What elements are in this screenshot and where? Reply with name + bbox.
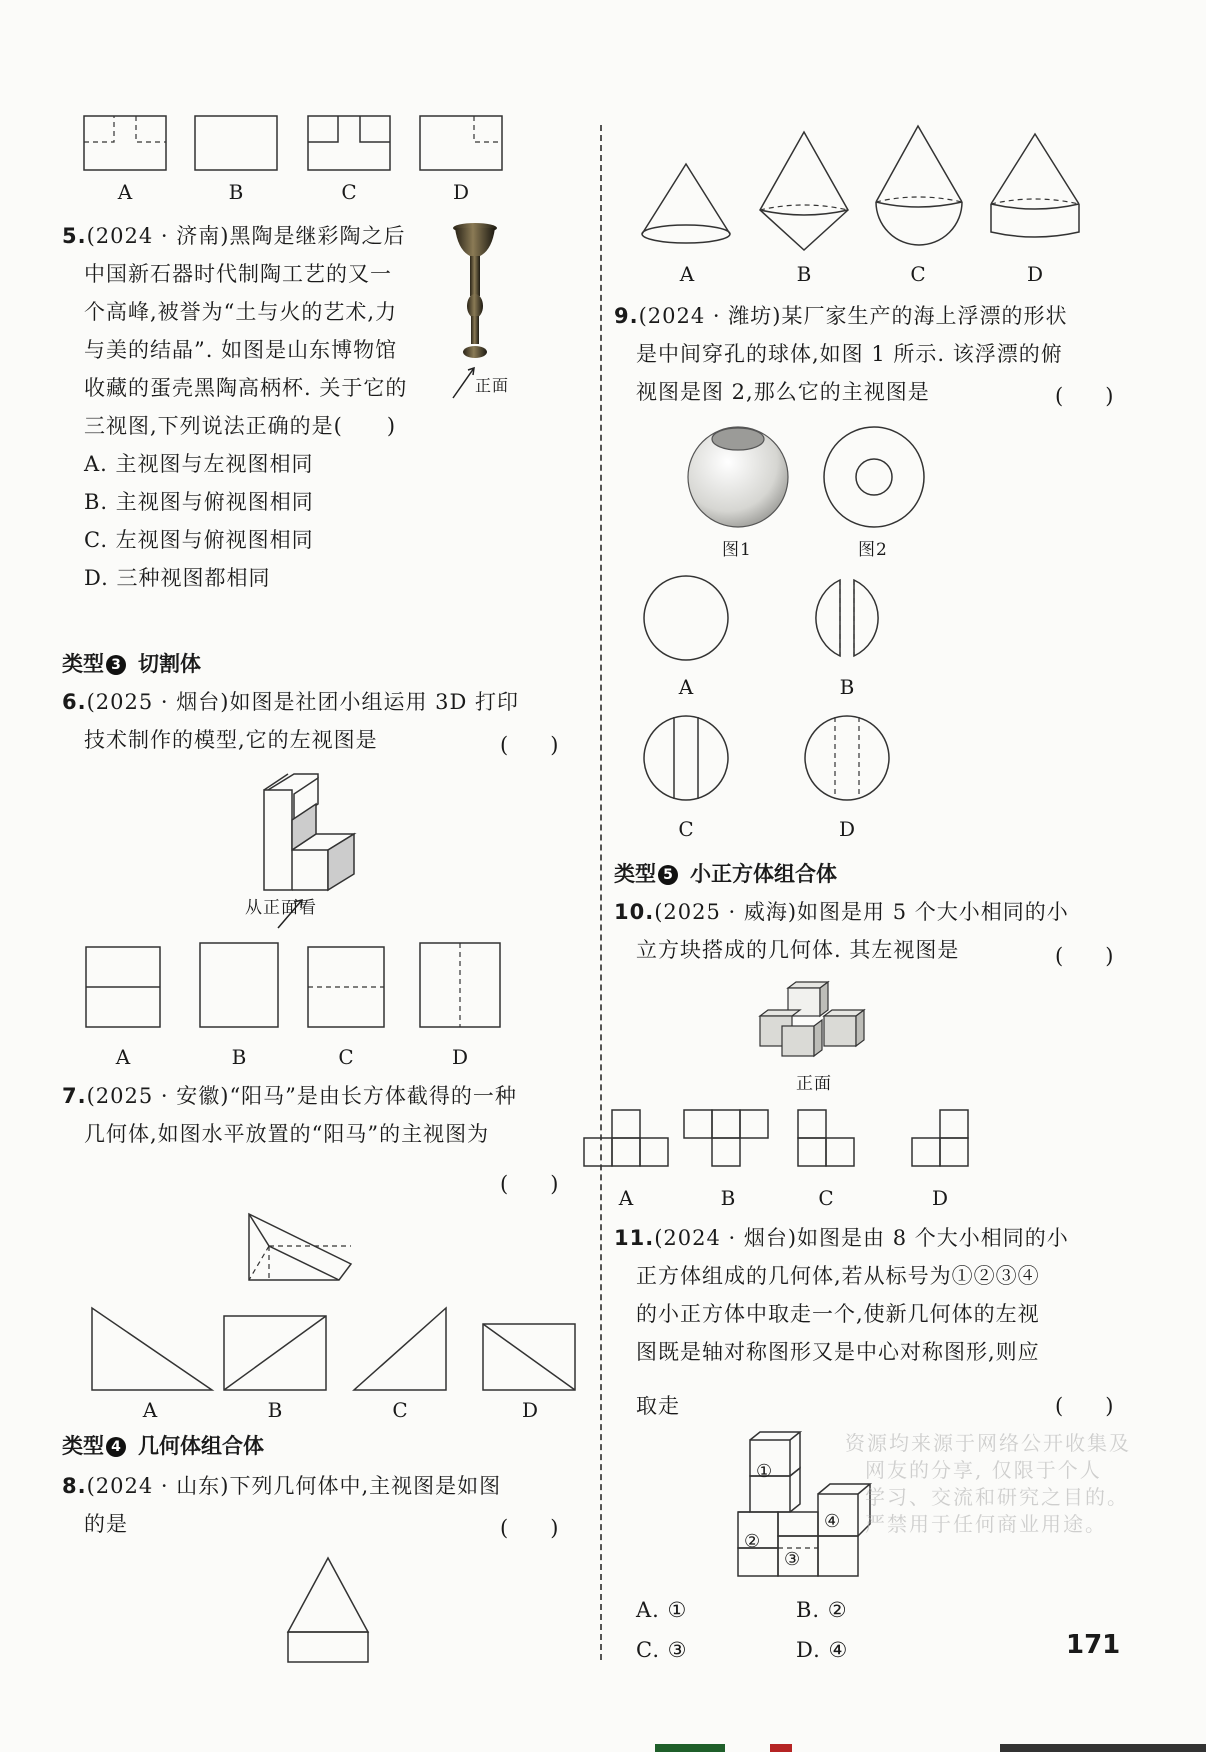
q6-text: (2025 · 烟台)如图是社团小组运用 3D 打印: [86, 690, 519, 714]
q9-float-figures: [600, 425, 1206, 545]
q4-option-a-label: A: [117, 180, 133, 204]
q11-choice-b: B. ②: [796, 1598, 848, 1622]
q6-option-a-label: A: [115, 1045, 131, 1069]
q9-text: (2024 · 潍坊)某厂家生产的海上浮漂的形状: [638, 304, 1068, 328]
q4-option-b-label: B: [228, 180, 244, 204]
q4-option-d-label: D: [452, 180, 470, 204]
q11-choice-d: D. ④: [796, 1638, 849, 1662]
q5-line-5: 收藏的蛋壳黑陶高柄杯. 关于它的: [84, 376, 408, 400]
section-5-heading: [614, 858, 837, 888]
watermark-line-4: 严禁用于任何商业用途。: [865, 1512, 1107, 1536]
q11-choice-c: C. ③: [636, 1638, 688, 1662]
cube-label-3: ③: [784, 1549, 802, 1570]
q5-choice-a: A. 主视图与左视图相同: [84, 452, 314, 476]
q9-option-d-label: D: [838, 817, 856, 841]
q11-line-1: [614, 1218, 1069, 1258]
q10-figure-label: 正面: [796, 1074, 832, 1094]
q9-options-figure: [600, 570, 1206, 830]
q5-choice-c: C. 左视图与俯视图相同: [84, 528, 314, 552]
q5-line-4: 与美的结晶”. 如图是山东博物馆: [84, 338, 398, 362]
q11-number: 11.: [614, 1226, 655, 1250]
section-4-title: 几何体组合体: [138, 1434, 264, 1458]
q9-line-3: 视图是图 2,那么它的主视图是: [636, 380, 930, 404]
q11-line-5: 取走: [636, 1394, 680, 1418]
section-4-heading: [62, 1430, 264, 1460]
q9-line-1: [614, 296, 1067, 336]
watermark: [845, 1430, 1131, 1538]
q7-option-c-label: C: [392, 1398, 408, 1422]
q8-text: (2024 · 山东)下列几何体中,主视图是如图: [86, 1474, 502, 1498]
q10-number: 10.: [614, 900, 655, 924]
footer-color-bar-red: [770, 1744, 792, 1752]
q7-line-2: 几何体,如图水平放置的“阳马”的主视图为: [84, 1122, 490, 1146]
q11-answer-paren[interactable]: ( ): [1055, 1394, 1114, 1418]
q10-line-2: 立方块搭成的几何体. 其左视图是: [636, 938, 960, 962]
q6-option-c-label: C: [338, 1045, 354, 1069]
footer-color-bar-green: [655, 1744, 725, 1752]
q5-line-6: 三视图,下列说法正确的是( ): [84, 414, 397, 438]
q7-text: (2025 · 安徽)“阳马”是由长方体截得的一种: [86, 1084, 517, 1108]
q9-number: 9.: [614, 304, 639, 328]
q11-line-4: 图既是轴对称图形又是中心对称图形,则应: [636, 1340, 1040, 1364]
q9-line-2: 是中间穿孔的球体,如图 1 所示. 该浮漂的俯: [636, 342, 1063, 366]
q6-options-figure: [0, 935, 600, 1055]
q11-choice-a: A. ①: [636, 1598, 688, 1622]
footer-color-bar-dark: [1000, 1744, 1206, 1752]
q8-option-a-label: A: [679, 262, 695, 286]
q8-answer-paren[interactable]: ( ): [500, 1516, 559, 1540]
q8-front-view-figure: [284, 1552, 394, 1662]
q11-text: (2024 · 烟台)如图是由 8 个大小相同的小: [654, 1226, 1069, 1250]
q8-line-2: 的是: [84, 1512, 128, 1536]
q7-options-figure: [0, 1300, 600, 1400]
q7-line-1: [62, 1076, 517, 1116]
q4-options-figure: [0, 0, 600, 200]
q5-choice-b: B. 主视图与俯视图相同: [84, 490, 314, 514]
q9-answer-paren[interactable]: ( ): [1055, 384, 1114, 408]
page-number: 171: [1066, 1630, 1121, 1660]
q5-line-1: [62, 216, 405, 256]
q5-choice-d: D. 三种视图都相同: [84, 566, 271, 590]
cube-label-1: ①: [756, 1461, 774, 1482]
q4-option-c-label: C: [341, 180, 357, 204]
q10-line-1: [614, 892, 1069, 932]
watermark-line-1: 资源均来源于网络公开收集及: [845, 1431, 1131, 1455]
q8-number: 8.: [62, 1474, 87, 1498]
section-3-heading: [62, 648, 201, 678]
q8-option-b-label: B: [796, 262, 812, 286]
q6-option-b-label: B: [231, 1045, 247, 1069]
q8-line-1: [62, 1466, 501, 1506]
q11-line-2: 正方体组成的几何体,若从标号为①②③④: [636, 1264, 1040, 1288]
q10-answer-paren[interactable]: ( ): [1055, 944, 1114, 968]
q6-line-1: [62, 682, 519, 722]
section-3-badge: 3: [106, 655, 126, 675]
column-divider: [600, 125, 602, 1660]
q7-number: 7.: [62, 1084, 87, 1108]
q6-answer-paren[interactable]: ( ): [500, 733, 559, 757]
q6-number: 6.: [62, 690, 87, 714]
q5-line-2: 中国新石器时代制陶工艺的又一: [84, 262, 392, 286]
section-3-prefix: 类型: [62, 652, 104, 676]
q7-answer-paren[interactable]: ( ): [500, 1172, 559, 1196]
q7-yangma-figure: [245, 1210, 365, 1290]
q9-figure-1-label: 图1: [722, 540, 752, 560]
q10-options-figure: [600, 1106, 1206, 1186]
section-5-title: 小正方体组合体: [690, 862, 837, 886]
section-4-badge: 4: [106, 1437, 126, 1457]
q6-figure-label: 从正面看: [245, 898, 317, 918]
q5-line-3: 个高峰,被誉为“土与火的艺术,力: [84, 300, 398, 324]
q5-figure-label: 正面: [475, 376, 510, 395]
q10-option-c-label: C: [818, 1186, 834, 1210]
q10-cubes-figure: [760, 982, 880, 1072]
q9-figure-2-label: 图2: [858, 540, 888, 560]
q8-options-figure: [600, 120, 1206, 250]
section-5-badge: 5: [658, 865, 678, 885]
q8-option-c-label: C: [910, 262, 926, 286]
q9-option-c-label: C: [678, 817, 694, 841]
section-5-prefix: 类型: [614, 862, 656, 886]
q7-option-a-label: A: [142, 1398, 158, 1422]
q7-option-d-label: D: [521, 1398, 539, 1422]
q6-line-2: 技术制作的模型,它的左视图是: [84, 728, 378, 752]
q11-line-3: 的小正方体中取走一个,使新几何体的左视: [636, 1302, 1040, 1326]
section-3-title: 切割体: [138, 652, 201, 676]
watermark-line-2: 网友的分享, 仅限于个人: [865, 1458, 1102, 1482]
q10-option-b-label: B: [720, 1186, 736, 1210]
section-4-prefix: 类型: [62, 1434, 104, 1458]
q5-text: (2024 · 济南)黑陶是继彩陶之后: [86, 224, 406, 248]
q6-option-d-label: D: [451, 1045, 469, 1069]
q9-option-b-label: B: [839, 675, 855, 699]
q7-option-b-label: B: [267, 1398, 283, 1422]
q5-number: 5.: [62, 224, 87, 248]
cube-label-2: ②: [744, 1531, 762, 1552]
q8-option-d-label: D: [1026, 262, 1044, 286]
q10-option-d-label: D: [931, 1186, 949, 1210]
cube-label-4: ④: [824, 1511, 842, 1532]
q9-option-a-label: A: [678, 675, 694, 699]
q10-text: (2025 · 威海)如图是用 5 个大小相同的小: [654, 900, 1069, 924]
watermark-line-3: 学习、交流和研究之目的。: [865, 1485, 1129, 1509]
q10-option-a-label: A: [618, 1186, 634, 1210]
